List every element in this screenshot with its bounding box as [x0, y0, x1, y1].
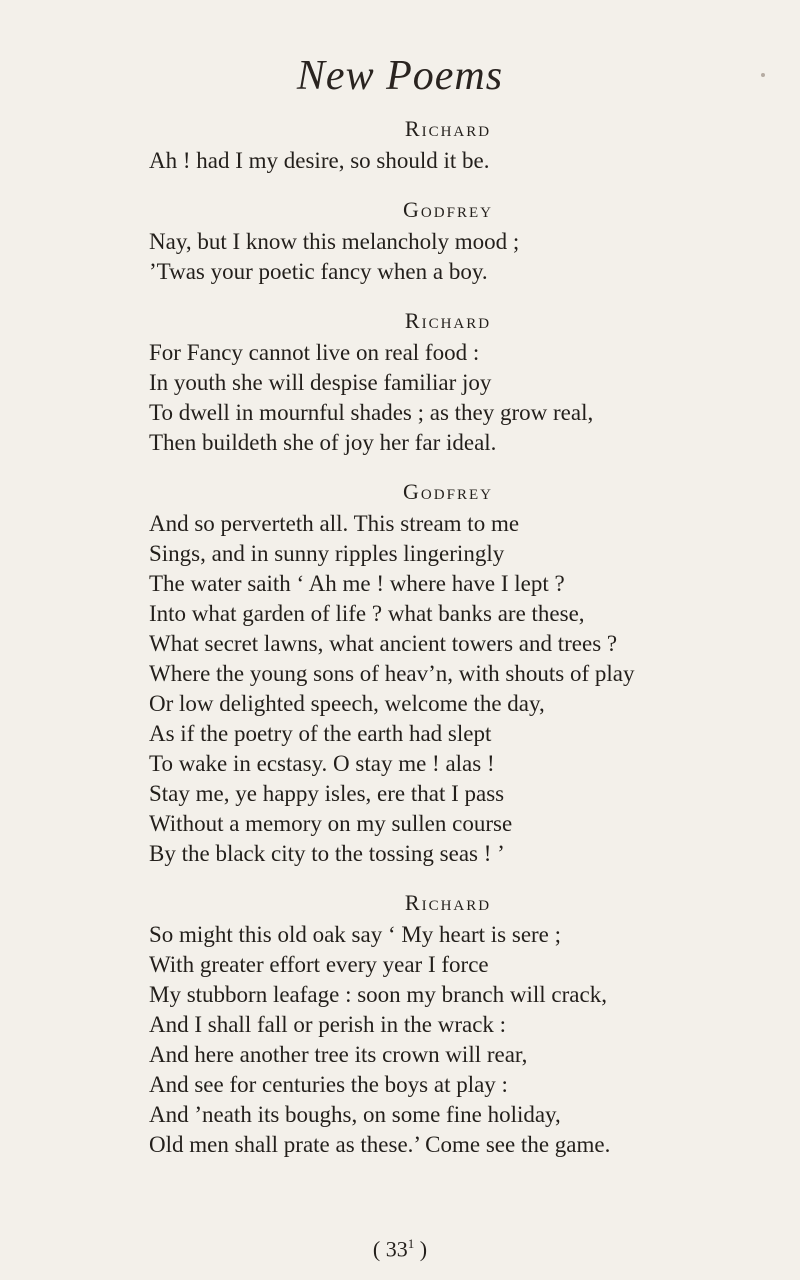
speaker-name: Godfrey — [403, 479, 493, 504]
verse-line: Where the young sons of heav’n, with shouts of play — [149, 661, 635, 686]
verse-line: Into what garden of life ? what banks are these, — [149, 601, 585, 626]
speech-richard-1 — [149, 112, 769, 176]
verse-line: Then buildeth she of joy her far ideal. — [149, 430, 497, 455]
verse-line: And ’neath its boughs, on some fine holiday, — [149, 1102, 561, 1127]
speaker-name: Richard — [404, 116, 492, 141]
speech-godfrey-2 — [149, 475, 769, 869]
poem-text — [149, 112, 769, 1160]
verse-line: What secret lawns, what ancient towers and trees ? — [149, 631, 618, 656]
verse-line: By the black city to the tossing seas ! ’ — [149, 841, 505, 866]
verse-line: Sings, and in sunny ripples lingeringly — [149, 541, 505, 566]
verse-line: Nay, but I know this melancholy mood ; — [149, 229, 520, 254]
speaker-name: Richard — [404, 308, 492, 333]
speech-richard-2 — [149, 304, 769, 458]
verse-line: Stay me, ye happy isles, ere that I pass — [149, 781, 505, 806]
speech-godfrey-1 — [149, 193, 769, 287]
verse-line: In youth she will despise familiar joy — [149, 370, 492, 395]
running-head: New Poems — [296, 53, 504, 99]
verse-line: And so perverteth all. This stream to me — [149, 511, 520, 536]
verse-line: And I shall fall or perish in the wrack : — [149, 1012, 507, 1037]
verse-line: To dwell in mournful shades ; as they grow real, — [149, 400, 594, 425]
page-number-open: ( 33 — [372, 1236, 408, 1262]
verse-line: With greater effort every year I force — [149, 952, 489, 977]
verse-line: Or low delighted speech, welcome the day, — [149, 691, 545, 716]
paper-speck — [761, 73, 765, 77]
page-number-close: ) — [414, 1236, 428, 1262]
verse-line: Without a memory on my sullen course — [149, 811, 513, 836]
verse-line: The water saith ‘ Ah me ! where have I lept ? — [149, 571, 565, 596]
verse-line: ’Twas your poetic fancy when a boy. — [149, 259, 488, 284]
verse-line: For Fancy cannot live on real food : — [149, 340, 480, 365]
page-number-superscript: 1 — [407, 1236, 415, 1251]
verse-line: As if the poetry of the earth had slept — [149, 721, 492, 746]
speech-richard-3 — [149, 886, 769, 1160]
verse-line: Ah ! had I my desire, so should it be. — [149, 148, 490, 173]
verse-line: My stubborn leafage : soon my branch will crack, — [149, 982, 607, 1007]
verse-line: To wake in ecstasy. O stay me ! alas ! — [149, 751, 495, 776]
verse-line: So might this old oak say ‘ My heart is sere ; — [149, 922, 562, 947]
speaker-name: Richard — [404, 890, 492, 915]
speaker-name: Godfrey — [403, 197, 493, 222]
page-number — [0, 1236, 800, 1262]
verse-line: And here another tree its crown will rear, — [149, 1042, 528, 1067]
verse-line: And see for centuries the boys at play : — [149, 1072, 508, 1097]
verse-line: Old men shall prate as these.’ Come see the game. — [149, 1132, 611, 1157]
